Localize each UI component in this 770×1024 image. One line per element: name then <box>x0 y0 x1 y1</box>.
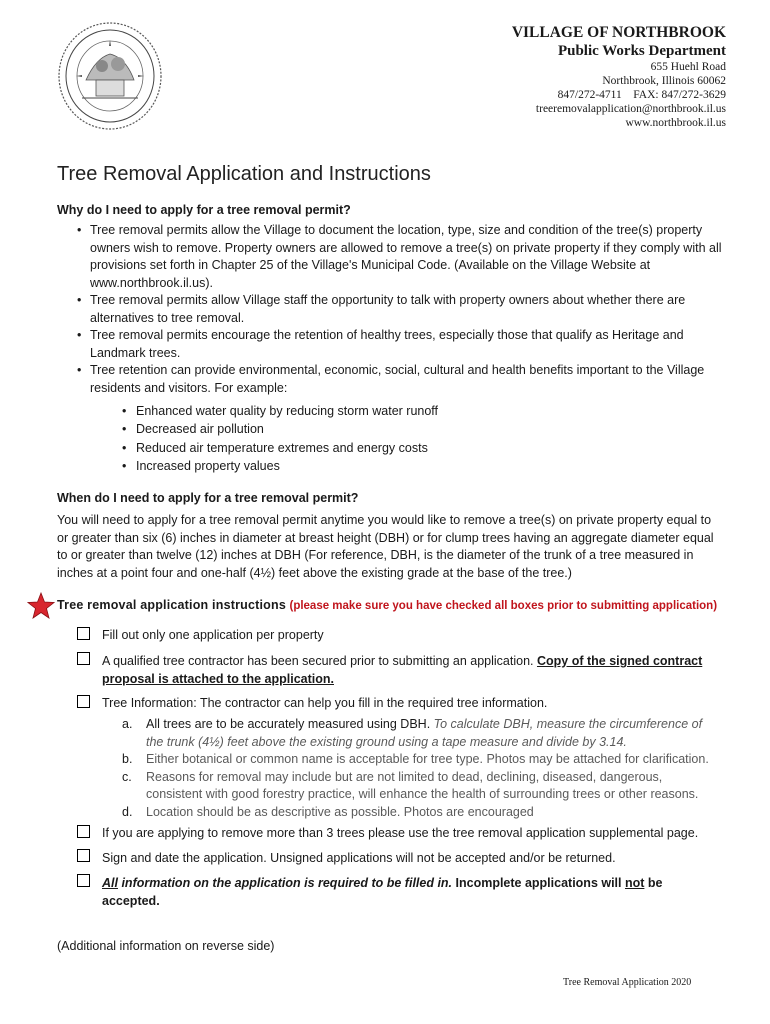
instructions-heading-row <box>57 598 717 612</box>
letterhead <box>512 24 726 130</box>
when-paragraph: You will need to apply for a tree removal permit anytime you would like to remove a tree(s) on private property equal to or greater than six (6) inches in diameter at breast height (DBH) or for clump trees having an aggregate diameter equal to or greater than twelve (12) inches at DBH (For reference, DBH, is the diameter of the trunk of a tree measured in inches at a point four and one-half (4½) feet above the existing grade at the base of the tree.) <box>57 513 714 580</box>
tree-info-sublist <box>122 716 722 821</box>
list-item: a. All trees are to be accurately measured using DBH. To calculate DBH, measure the circumference of the trunk (4½) feet above the existing ground using a tape measure and divide by 3.14. <box>122 717 703 749</box>
list-item: • Tree removal permits allow Village staff the opportunity to talk with property owners about whether there are alternatives to tree removal. <box>77 293 686 325</box>
phone-fax: 847/272-4711 FAX: 847/272-3629 <box>557 89 726 101</box>
checklist-item-tree-info: Tree Information: The contractor can help you fill in the required tree information. <box>102 696 548 710</box>
email-link[interactable]: treeremovalapplication@northbrook.il.us <box>535 103 726 115</box>
checkbox-tree-information[interactable] <box>77 695 90 708</box>
department-name: Public Works Department <box>557 43 726 59</box>
checklist-item-contractor: A qualified tree contractor has been secured prior to submitting an application. Copy of the signed contract proposal is attached to the application. <box>102 654 703 686</box>
page-title: Tree Removal Application and Instructions <box>57 163 431 185</box>
list-item: • Reduced air temperature extremes and energy costs <box>122 440 428 455</box>
checkbox-more-than-3-trees[interactable] <box>77 825 90 838</box>
why-bullet-list <box>57 222 722 397</box>
additional-info-note: (Additional information on reverse side) <box>57 939 275 953</box>
instructions-heading: Tree removal application instructions <box>57 598 286 612</box>
list-item: • Enhanced water quality by reducing storm water runoff <box>122 404 439 418</box>
checkbox-sign-date[interactable] <box>77 849 90 862</box>
benefits-list <box>122 402 438 475</box>
list-item: • Tree retention can provide environmental, economic, social, cultural and health benefits important to the Village residents and visitors. For example: <box>77 363 705 395</box>
website-link[interactable]: www.northbrook.il.us <box>625 117 726 129</box>
address-line-1: 655 Huehl Road <box>650 61 726 73</box>
list-item: d. Location should be as descriptive as possible. Photos are encouraged <box>122 804 534 819</box>
list-item: • Tree removal permits allow the Village to document the location, type, size and condition of the tree(s) property owners wish to remove. Property owners are allowed to remove a tree(s) on private property if they comply with all provisions set forth in Chapter 25 of the Village's Municipal Code. (Available on the Village Website at www.northbrook.il.us). <box>77 223 722 290</box>
when-heading: When do I need to apply for a tree removal permit? <box>57 491 359 505</box>
list-item: • Tree removal permits encourage the retention of healthy trees, especially those that qualify as Heritage and Landmark trees. <box>77 328 684 360</box>
checklist-item-supplemental: If you are applying to remove more than 3 trees please use the tree removal application supplemental page. <box>102 826 699 840</box>
checkbox-all-information[interactable] <box>77 874 90 887</box>
address-line-2: Northbrook, Illinois 60062 <box>602 75 726 87</box>
list-item: • Increased property values <box>122 458 280 473</box>
why-heading: Why do I need to apply for a tree removal permit? <box>57 203 351 217</box>
village-seal-logo <box>56 20 164 132</box>
checklist-item-all-info: All information on the application is required to be filled in. Incomplete applications will not be accepted. <box>102 876 663 908</box>
checkbox-contractor-secured[interactable] <box>77 652 90 665</box>
instructions-note: (please make sure you have checked all boxes prior to submitting application) <box>289 600 718 612</box>
star-icon <box>27 592 55 620</box>
checkbox-one-application[interactable] <box>77 627 90 640</box>
checklist-item-one-application: Fill out only one application per property <box>102 628 324 642</box>
list-item: b. Either botanical or common name is acceptable for tree type. Photos may be attached for clarification. <box>122 752 709 766</box>
list-item: • Decreased air pollution <box>122 422 264 437</box>
page-footer: Tree Removal Application 2020 <box>563 977 692 988</box>
org-name: VILLAGE OF NORTHBROOK <box>511 24 726 41</box>
list-item: c. Reasons for removal may include but are not limited to dead, declining, diseased, dangerous, consistent with good forestry practice, will enhance the health of surrounding trees or other reasons. <box>122 769 699 801</box>
checklist-item-sign-date: Sign and date the application. Unsigned applications will not be accepted and/or be returned. <box>102 851 616 865</box>
